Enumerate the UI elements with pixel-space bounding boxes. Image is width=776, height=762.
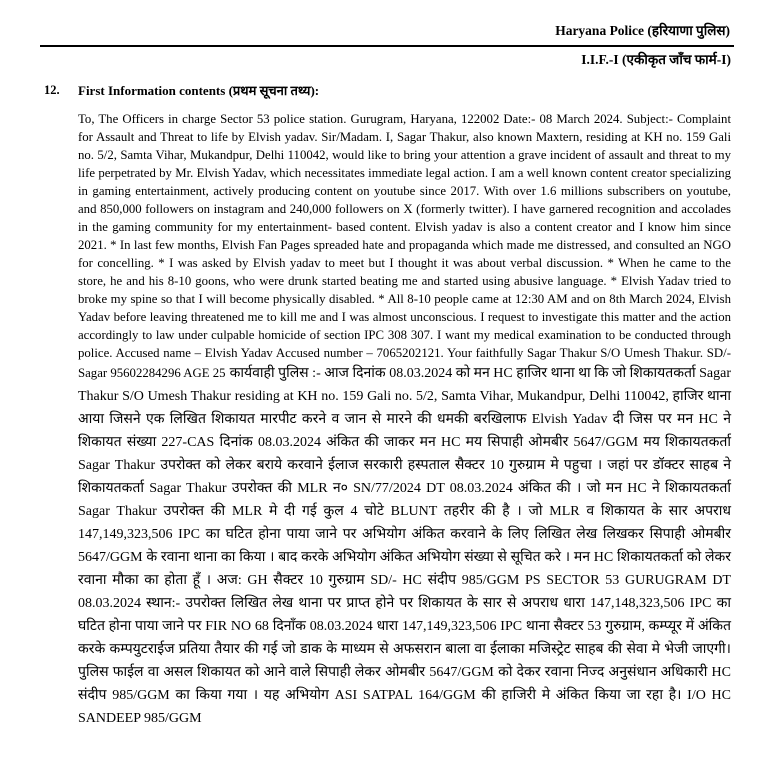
section-body (78, 83, 731, 730)
document-header (0, 0, 776, 68)
fir-contents-section (0, 83, 776, 730)
form-title: I.I.F.-I (एकीकृत जाँच फार्म-I) (581, 52, 731, 67)
section-title: First Information contents (प्रथम सूचना तथ्य): (78, 83, 320, 98)
section-number: 12. (44, 83, 60, 97)
fir-english-text: To, The Officers in charge Sector 53 police station. Gurugram, Haryana, 122002 Date:- 08 March 2024. Subject:- Complaint for Assault and Threat to life by Elvish yadav. Sir/Madam. I, Sagar Thakur, also known Maxtern, residing at KH no. 159 Gali no. 5/2, Samta Vihar, Mukandpur, Delhi 110042, would like to bring your attention a grave incident of assault and threat to my life perpetrated by Mr. Elvish Yadav, which necessitates immediate legal action. I am a well known content creator specializing in gaming entertainment, actively producing content on youtube since 2017. With over 1.6 millions subscribers on youtube, and 850,000 followers on instagram and 240,000 followers on X (formerly twitter). I have garnered recognition and accolades in the gaming community for my entertainment- based content. Elvish yadav is also a content creator and I know him since 2021. * In last few months, Elvish Fan Pages spreaded hate and propaganda which made me distressed, and consulted an NGO for concelling. * I was asked by Elvish yadav to meet but I thought it was about verbal discussion. * When he came to the store, he and his 8-10 goons, who were drunk started beating me and started using abusive language. * Elvish Yadav tried to broke my spine so that I will become physically disabled. * All 8-10 people came at 12:30 AM and on 8th March 2024, Elvish Yadav before leaving threatened me to kill me and I was almost unconscious. I request to investigate this matter and the action accordingly to law under culpable homicide of section IPC 308 307. I want my medical examination to be conducted through police. Accused name – Elvish Yadav Accused number – 7065202121. Your faithfully Sagar Thakur S/O Umesh Thakur. SD/- Sagar 95602284296 AGE 25 (78, 112, 731, 380)
fir-hindi-text: कार्यवाही पुलिस :- आज दिनांक 08.03.2024 को मन HC हाजिर थाना था कि जो शिकायतकर्ता Sagar Thakur S/O Umesh Thakur residing at KH no. 159 Gali no. 5/2, Samta Vihar, Mukandpur, Delhi 110042, हाजिर थाना आया जिसने एक लिखित शिकायत मारपीट करने व जान से मारने की धमकी बरखिलाफ Elvish Yadav दी जिस पर मन HC ने शिकायत संख्या 227-CAS दिनांक 08.03.2024 अंकित की जाकर मन HC मय सिपाही ओमबीर 5647/GGM मय शिकायतकर्ता Sagar Thakur उपरोक्त को लेकर बराये करवाने ईलाज सरकारी हस्पताल सैक्टर 10 गुरुग्राम मे पहुचा । जहां पर डॉक्टर साहब ने शिकायतकर्ता Sagar Thakur उपरोक्त की MLR न० SN/77/2024 DT 08.03.2024 अंकित की । जो मन HC ने शिकायतकर्ता Sagar Thakur उपरोक्त की MLR मे दी गई कुल 4 चोटे BLUNT तहरीर की है । जो MLR व शिकायत के सार अपराध 147,149,323,506 IPC का घटित होना पाया जाने पर अभियोग अंकित करवाने के लिए लिखित लेख लिखकर सिपाही ओमबीर 5647/GGM के रवाना थाना का किया । बाद करके अभियोग अंकित अभियोग संख्या से सूचित करे । मन HC शिकायतकर्ता को लेकर रवाना मौका का होता हूँ । अज: GH सैक्टर 10 गुरुग्राम SD/- HC संदीप 985/GGM PS SECTOR 53 GURUGRAM DT 08.03.2024 स्थान:- उपरोक्त लिखित लेख थाना पर प्राप्त होने पर शिकायत के सार से अपराध धारा 147,148,323,506 IPC का घटित होना पाया जाने पर FIR NO 68 दिनाँक 08.03.2024 धारा 147,149,323,506 IPC थाना सैक्टर 53 गुरुग्राम, कम्प्यूर में अंकित करके कम्पयुटराईज प्रतिया तैयार की गई जो डाक के माध्यम से अफसरान बाला वा ईलाका मजिस्ट्रेट साहब की सेवा मे भेजी जाएगी। पुलिस फाईल वा असल शिकायत को आने वाले सिपाही लेकर ओमबीर 5647/GGM को देकर रवाना निज्द अनुसंधान अधिकारी HC संदीप 985/GGM का किया गया । यह अभियोग ASI SATPAL 164/GGM की हाजिरी मे अंकित किया जा रहा है। I/O HC SANDEEP 985/GGM (78, 366, 732, 726)
header-divider (40, 45, 734, 47)
org-title: Haryana Police (हरियाणा पुलिस) (555, 23, 730, 38)
fir-body-text (78, 110, 731, 730)
